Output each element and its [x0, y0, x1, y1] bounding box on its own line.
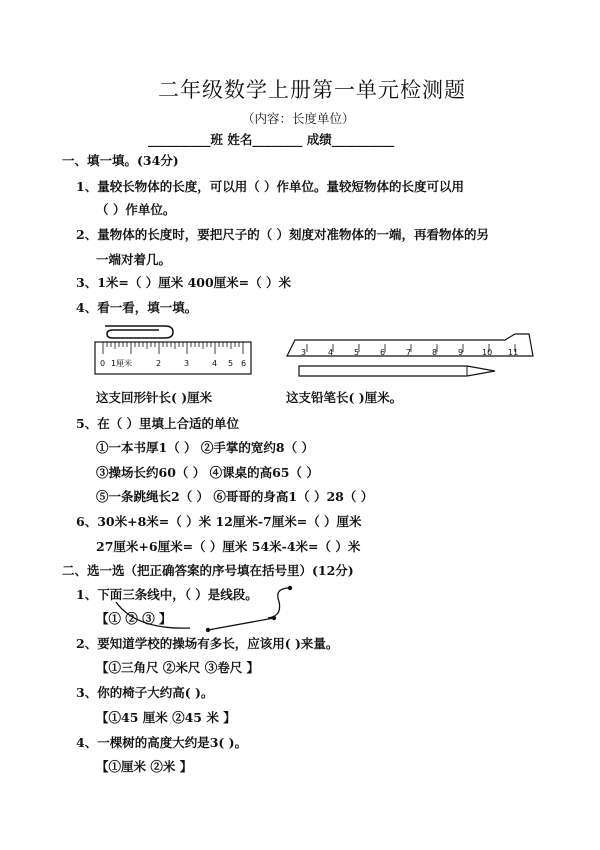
right-ruler-label: 11 — [508, 348, 519, 357]
student-info-line: __________班 姓名________ 成绩__________ — [148, 132, 395, 147]
right-ruler-label: 4 — [328, 348, 334, 357]
segment-line — [208, 618, 274, 630]
right-ruler-label: 5 — [354, 348, 360, 357]
q3-line: 3、1米=（ ）厘米 400厘米=（ ）米 — [76, 275, 291, 290]
page-subtitle: （内容：长度单位） — [242, 111, 355, 126]
s2-q4-options: 【①厘米 ②米 】 — [96, 759, 193, 774]
line-figures — [112, 584, 302, 636]
left-ruler-label: 3 — [184, 359, 190, 368]
curve-line-2 — [268, 588, 290, 618]
left-ruler-label: 1厘米 — [111, 359, 133, 368]
s2-q3-options: 【①45 厘米 ②45 米 】 — [96, 710, 236, 725]
paperclip-ruler-figure — [93, 318, 255, 378]
section1-heading: 一、填一填。(34分) — [62, 153, 179, 168]
right-ruler-label: 8 — [432, 348, 438, 357]
q4-right-caption: 这支铅笔长( )厘米。 — [286, 390, 403, 405]
s2-q1-line: 1、下面三条线中，（ ）是线段。 — [76, 587, 258, 602]
q4-left-caption: 这支回形针长( )厘米 — [96, 390, 213, 405]
right-ruler-label: 7 — [406, 348, 412, 357]
right-ruler-label: 6 — [380, 348, 386, 357]
left-ruler-label: 0 — [100, 359, 106, 368]
q5-line: 5、在（ ）里填上合适的单位 — [76, 416, 240, 431]
left-ruler — [95, 342, 251, 374]
q2-line-b: 一端对着几。 — [96, 252, 172, 267]
q5-row1: ①一本书厚1（ ） ②手掌的宽约8（ ） — [96, 440, 314, 455]
q5-row3: ⑤一条跳绳长2（ ） ⑥哥哥的身高1（ ）28（ ） — [96, 489, 374, 504]
q4-line: 4、看一看，填一填。 — [76, 300, 198, 315]
right-ruler-label: 3 — [301, 348, 307, 357]
s2-q3-line: 3、你的椅子大约高( )。 — [76, 685, 214, 700]
right-ruler-label: 9 — [458, 348, 464, 357]
s2-q2-line: 2、要知道学校的操场有多长，应该用( )来量。 — [76, 636, 339, 651]
left-ruler-label: 2 — [156, 359, 162, 368]
q6-row2: 27厘米+6厘米=（ ）厘米 54米-4米=（ ）米 — [96, 539, 361, 554]
q5-row2: ③操场长约60（ ） ④课桌的高65（ ） — [96, 465, 319, 480]
right-ruler-label: 10 — [482, 348, 493, 357]
s2-q1-options: 【① ② ③ 】 — [96, 611, 172, 626]
q2-line-a: 2、量物体的长度时，要把尺子的（ ）刻度对准物体的一端，再看物体的另 — [76, 227, 490, 242]
left-ruler-label: 5 — [228, 359, 234, 368]
s2-q4-line: 4、一棵树的高度大约是3( )。 — [76, 735, 248, 750]
page-title: 二年级数学上册第一单元检测题 — [158, 78, 466, 102]
paperclip-icon — [105, 326, 173, 338]
q6-row1: 6、30米+8米=（ ）米 12厘米-7厘米=（ ）厘米 — [76, 514, 362, 529]
q1-line-a: 1、量较长物体的长度，可以用（ ）作单位。量较短物体的长度可以用 — [76, 179, 465, 194]
left-ruler-label: 4 — [212, 359, 218, 368]
curve-line-1 — [116, 602, 190, 628]
left-ruler-label: 6 — [241, 359, 247, 368]
q1-line-b: （ ）作单位。 — [96, 202, 176, 217]
pencil-icon — [299, 366, 495, 376]
section2-heading: 二、选一选（把正确答案的序号填在括号里）(12分) — [62, 563, 354, 578]
pencil-ruler-figure — [285, 330, 540, 382]
s2-q2-options: 【①三角尺 ②米尺 ③卷尺 】 — [96, 660, 260, 675]
